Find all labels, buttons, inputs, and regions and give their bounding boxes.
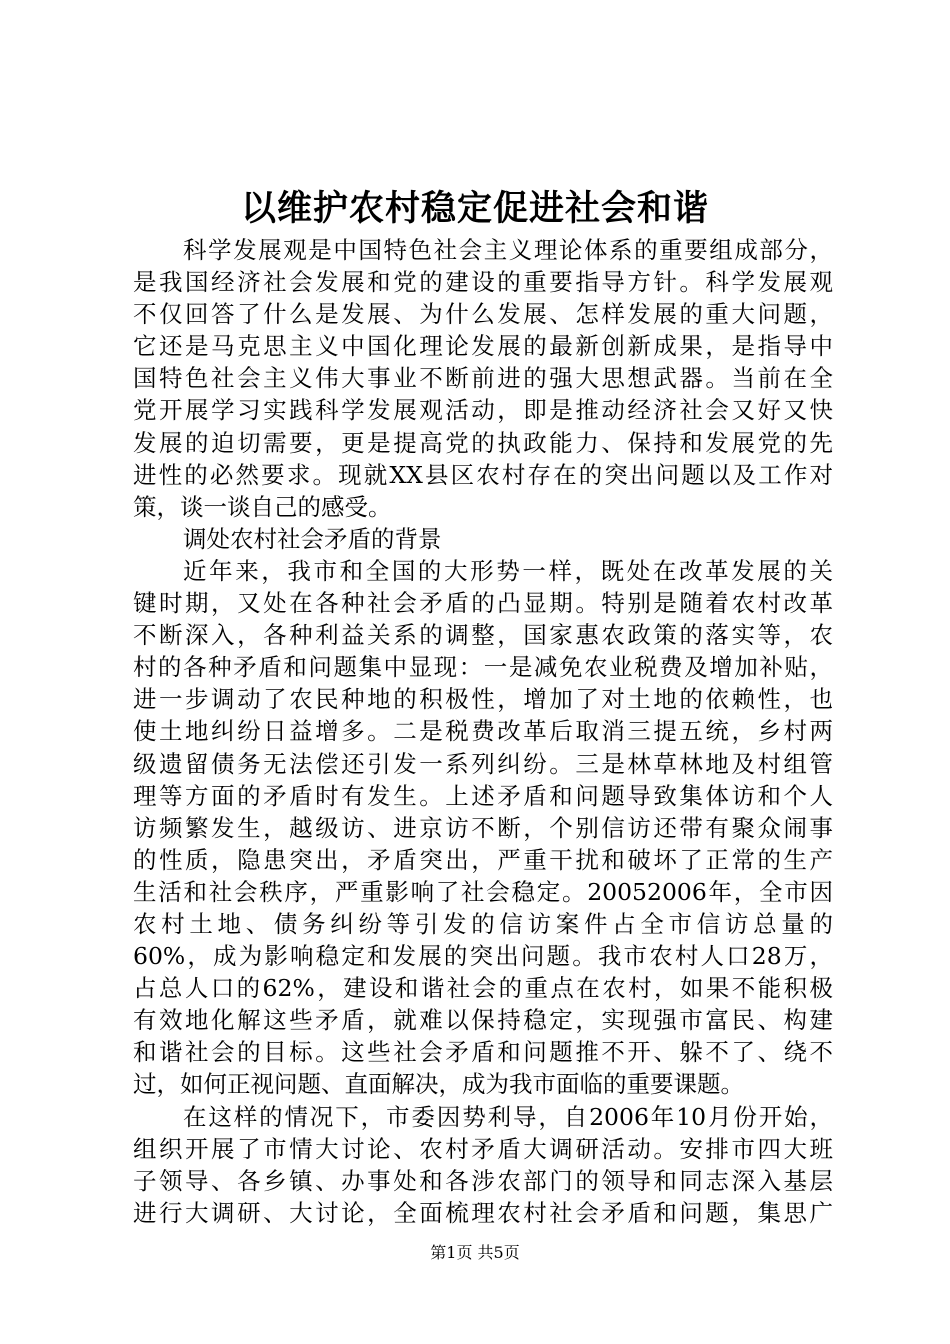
body-line: 子领导、各乡镇、办事处和各涉农部门的领导和同志深入基层 — [133, 1166, 833, 1195]
body-line: 生活和社会秩序，严重影响了社会稳定。20052006年，全市因 — [133, 877, 833, 906]
body-line: 进行大调研、大讨论，全面梳理农村社会矛盾和问题，集思广 — [133, 1198, 833, 1227]
body-line: 进一步调动了农民种地的积极性，增加了对土地的依赖性，也 — [133, 685, 833, 714]
body-line: 村的各种矛盾和问题集中显现：一是减免农业税费及增加补贴， — [133, 653, 833, 682]
body-line: 发展的迫切需要，更是提高党的执政能力、保持和发展党的先 — [133, 428, 833, 457]
body-line: 进性的必然要求。现就XX县区农村存在的突出问题以及工作对 — [133, 460, 833, 489]
body-line: 过，如何正视问题、直面解决，成为我市面临的重要课题。 — [133, 1070, 744, 1099]
body-line: 是我国经济社会发展和党的建设的重要指导方针。科学发展观 — [133, 268, 833, 297]
body-line: 近年来，我市和全国的大形势一样，既处在改革发展的关 — [183, 556, 833, 585]
body-line: 不仅回答了什么是发展、为什么发展、怎样发展的重大问题， — [133, 300, 833, 329]
body-line: 它还是马克思主义中国化理论发展的最新创新成果，是指导中 — [133, 332, 833, 361]
body-line: 有效地化解这些矛盾，就难以保持稳定，实现强市富民、构建 — [133, 1006, 833, 1035]
body-line: 60%，成为影响稳定和发展的突出问题。我市农村人口28万， — [133, 942, 833, 971]
body-line: 占总人口的62%，建设和谐社会的重点在农村，如果不能积极 — [133, 974, 833, 1003]
body-line: 级遗留债务无法偿还引发一系列纠纷。三是林草林地及村组管 — [133, 749, 833, 778]
body-line: 键时期，又处在各种社会矛盾的凸显期。特别是随着农村改革 — [133, 589, 833, 618]
body-line: 在这样的情况下，市委因势利导，自2006年10月份开始， — [183, 1102, 833, 1131]
body-line: 调处农村社会矛盾的背景 — [183, 524, 442, 553]
body-line: 科学发展观是中国特色社会主义理论体系的重要组成部分， — [183, 236, 833, 264]
body-line: 组织开展了市情大讨论、农村矛盾大调研活动。安排市四大班 — [133, 1134, 833, 1163]
body-line: 策，谈一谈自己的感受。 — [133, 492, 392, 521]
document-title: 以维护农村稳定促进社会和谐 — [240, 188, 709, 229]
body-line: 的性质，隐患突出，矛盾突出，严重干扰和破坏了正常的生产 — [133, 845, 833, 874]
page-footer: 第1页 共5页 — [430, 1243, 520, 1262]
body-line: 农村土地、债务纠纷等引发的信访案件占全市信访总量的 — [133, 909, 833, 938]
body-line: 理等方面的矛盾时有发生。上述矛盾和问题导致集体访和个人 — [133, 781, 833, 810]
body-line: 党开展学习实践科学发展观活动，即是推动经济社会又好又快 — [133, 396, 833, 425]
body-line: 访频繁发生，越级访、进京访不断，个别信访还带有聚众闹事 — [133, 813, 833, 842]
body-line: 不断深入，各种利益关系的调整，国家惠农政策的落实等，农 — [133, 621, 833, 650]
body-line: 国特色社会主义伟大事业不断前进的强大思想武器。当前在全 — [133, 364, 833, 393]
document-body — [133, 234, 833, 1229]
body-line: 使土地纠纷日益增多。二是税费改革后取消三提五统，乡村两 — [133, 717, 833, 746]
body-line: 和谐社会的目标。这些社会矛盾和问题推不开、躲不了、绕不 — [133, 1038, 833, 1067]
